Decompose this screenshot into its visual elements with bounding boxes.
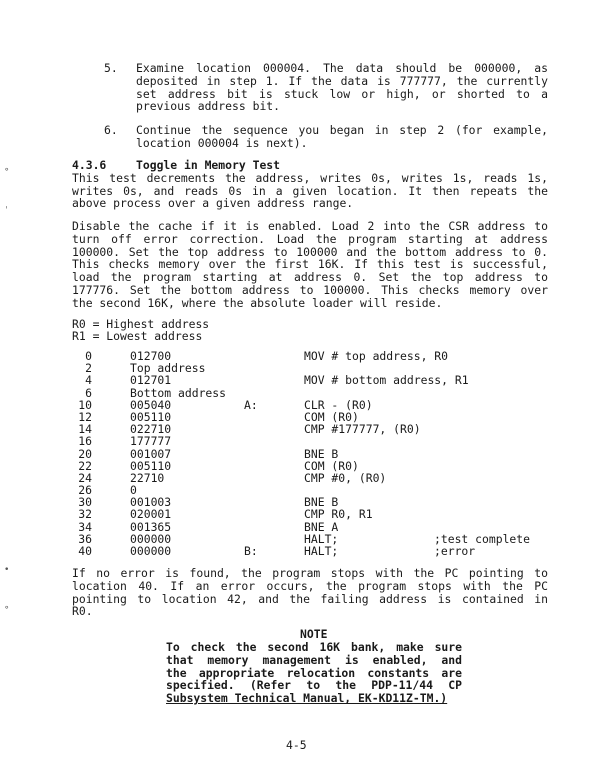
listing-code: 012701	[130, 373, 172, 388]
listing-code: 005040	[130, 397, 172, 412]
listing-instruction: MOV # top address, R0	[304, 349, 449, 363]
listing-row	[72, 374, 552, 386]
listing-comment: ;test complete	[434, 531, 531, 546]
listing-instruction: CMP #177777, (R0)	[304, 422, 421, 437]
paragraph-line: pointing to location 42, and the failing address is contained in	[72, 591, 548, 606]
paragraph-line: location 40. If an error occurs, the program stops with the PC	[72, 578, 548, 593]
listing-code: Top address	[130, 361, 206, 376]
note-reference: Subsystem Technical Manual, EK-KD11Z-TM.)	[166, 691, 448, 706]
note-title: NOTE	[300, 627, 328, 641]
listing-address: 36	[78, 531, 92, 546]
step-line: deposited in step 1. If the data is 777777, the currently	[136, 73, 548, 88]
paragraph-line: writes 0s, and reads 0s in a given location. It then repeats the	[72, 183, 548, 198]
listing-instruction: COM (R0)	[304, 409, 359, 424]
paragraph-line: If no error is found, the program stops with the PC pointing to	[72, 566, 548, 580]
listing-code: 001007	[130, 446, 172, 461]
listing-address: 22	[78, 458, 92, 473]
listing-code: 001365	[130, 519, 172, 534]
listing-instruction: BNE A	[304, 519, 339, 534]
register-definition: R1 = Lowest address	[72, 329, 203, 344]
listing-instruction: BNE B	[304, 495, 339, 510]
section-title: Toggle in Memory Test	[136, 158, 281, 172]
listing-code: 020001	[130, 507, 172, 522]
listing-instruction: HALT;	[304, 544, 339, 558]
paragraph-line: load the program starting at address 0. Set the top address to	[72, 270, 548, 285]
listing-address: 30	[78, 495, 92, 510]
listing-instruction: HALT;	[304, 531, 339, 546]
paragraph-line: This checks memory over the first 16K. If this test is successful,	[72, 257, 548, 272]
step-line: previous address bit.	[136, 99, 281, 114]
listing-row	[72, 545, 552, 557]
listing-row	[72, 508, 552, 520]
note-line: specified. (Refer to the PDP-11/44 CP	[166, 678, 462, 693]
listing-code: 005110	[130, 409, 172, 424]
listing-code: Bottom address	[130, 385, 227, 400]
register-definition: R0 = Highest address	[72, 317, 210, 331]
listing-label: B:	[244, 544, 258, 558]
listing-address: 24	[78, 470, 92, 485]
paragraph-line: the second 16K, where the absolute loader will reside.	[72, 295, 443, 310]
section-number: 4.3.6	[72, 158, 107, 172]
paragraph-line: 177776. Set the bottom address to 100000. This checks memory over	[72, 283, 548, 297]
listing-code: 000000	[130, 531, 172, 546]
margin-mark: ∘	[4, 603, 10, 613]
step-line: location 000004 is next).	[136, 135, 308, 150]
page-number: 4-5	[286, 738, 307, 752]
listing-address: 14	[78, 422, 92, 437]
listing-instruction: MOV # bottom address, R1	[304, 373, 469, 388]
listing-address: 16	[78, 434, 92, 449]
paragraph-line: Disable the cache if it is enabled. Load 2 into the CSR address to	[72, 219, 548, 233]
listing-instruction: BNE B	[304, 446, 339, 461]
listing-address: 20	[78, 446, 92, 461]
note-line: To check the second 16K bank, make sure	[166, 640, 462, 654]
step-number: 5.	[104, 61, 118, 75]
paragraph-line: This test decrements the address, writes 0s, writes 1s, reads 1s,	[72, 170, 548, 185]
listing-address: 12	[78, 409, 92, 424]
note-line: the appropriate relocation constants are	[166, 665, 462, 680]
listing-row	[72, 448, 552, 460]
listing-code: 001003	[130, 495, 172, 510]
step-number: 6.	[104, 123, 118, 137]
listing-code: 000000	[130, 544, 172, 558]
listing-code: 012700	[130, 349, 172, 363]
note-line: that memory management is enabled, and	[166, 652, 462, 667]
listing-instruction: COM (R0)	[304, 458, 359, 473]
listing-row	[72, 472, 552, 484]
listing-address: 32	[78, 507, 92, 522]
listing-code: 22710	[130, 470, 165, 485]
listing-address: 2	[85, 361, 92, 376]
paragraph-line: R0.	[72, 604, 93, 619]
step-line: set address bit is stuck low or high, or shorted to a	[136, 86, 548, 101]
listing-code: 0	[130, 483, 137, 498]
listing-instruction: CMP #0, (R0)	[304, 470, 387, 485]
listing-row	[72, 435, 552, 447]
listing-address: 34	[78, 519, 92, 534]
margin-mark: ˌ	[4, 200, 10, 210]
listing-address: 6	[85, 385, 92, 400]
listing-row	[72, 521, 552, 533]
listing-code: 022710	[130, 422, 172, 437]
paragraph-line: above process over a given address range.	[72, 196, 354, 211]
paragraph-line: turn off error correction. Load the program starting at address	[72, 231, 548, 246]
program-listing	[72, 350, 552, 557]
listing-label: A:	[244, 397, 258, 412]
listing-instruction: CMP R0, R1	[304, 507, 373, 522]
paragraph-line: 100000. Set the top address to 100000 and the bottom address to 0.	[72, 244, 548, 259]
listing-address: 0	[85, 349, 92, 363]
margin-mark: •	[4, 565, 10, 575]
listing-instruction: CLR - (R0)	[304, 397, 373, 412]
listing-address: 4	[85, 373, 92, 388]
step-line: Continue the sequence you began in step 2 (for example,	[136, 123, 548, 137]
listing-code: 005110	[130, 458, 172, 473]
listing-comment: ;error	[434, 544, 476, 558]
listing-row	[72, 387, 552, 399]
listing-address: 10	[78, 397, 92, 412]
listing-address: 40	[78, 544, 92, 558]
listing-code: 177777	[130, 434, 172, 449]
listing-address: 26	[78, 483, 92, 498]
step-line: Examine location 000004. The data should be 000000, as	[136, 61, 548, 75]
margin-mark: ∘	[4, 165, 10, 175]
